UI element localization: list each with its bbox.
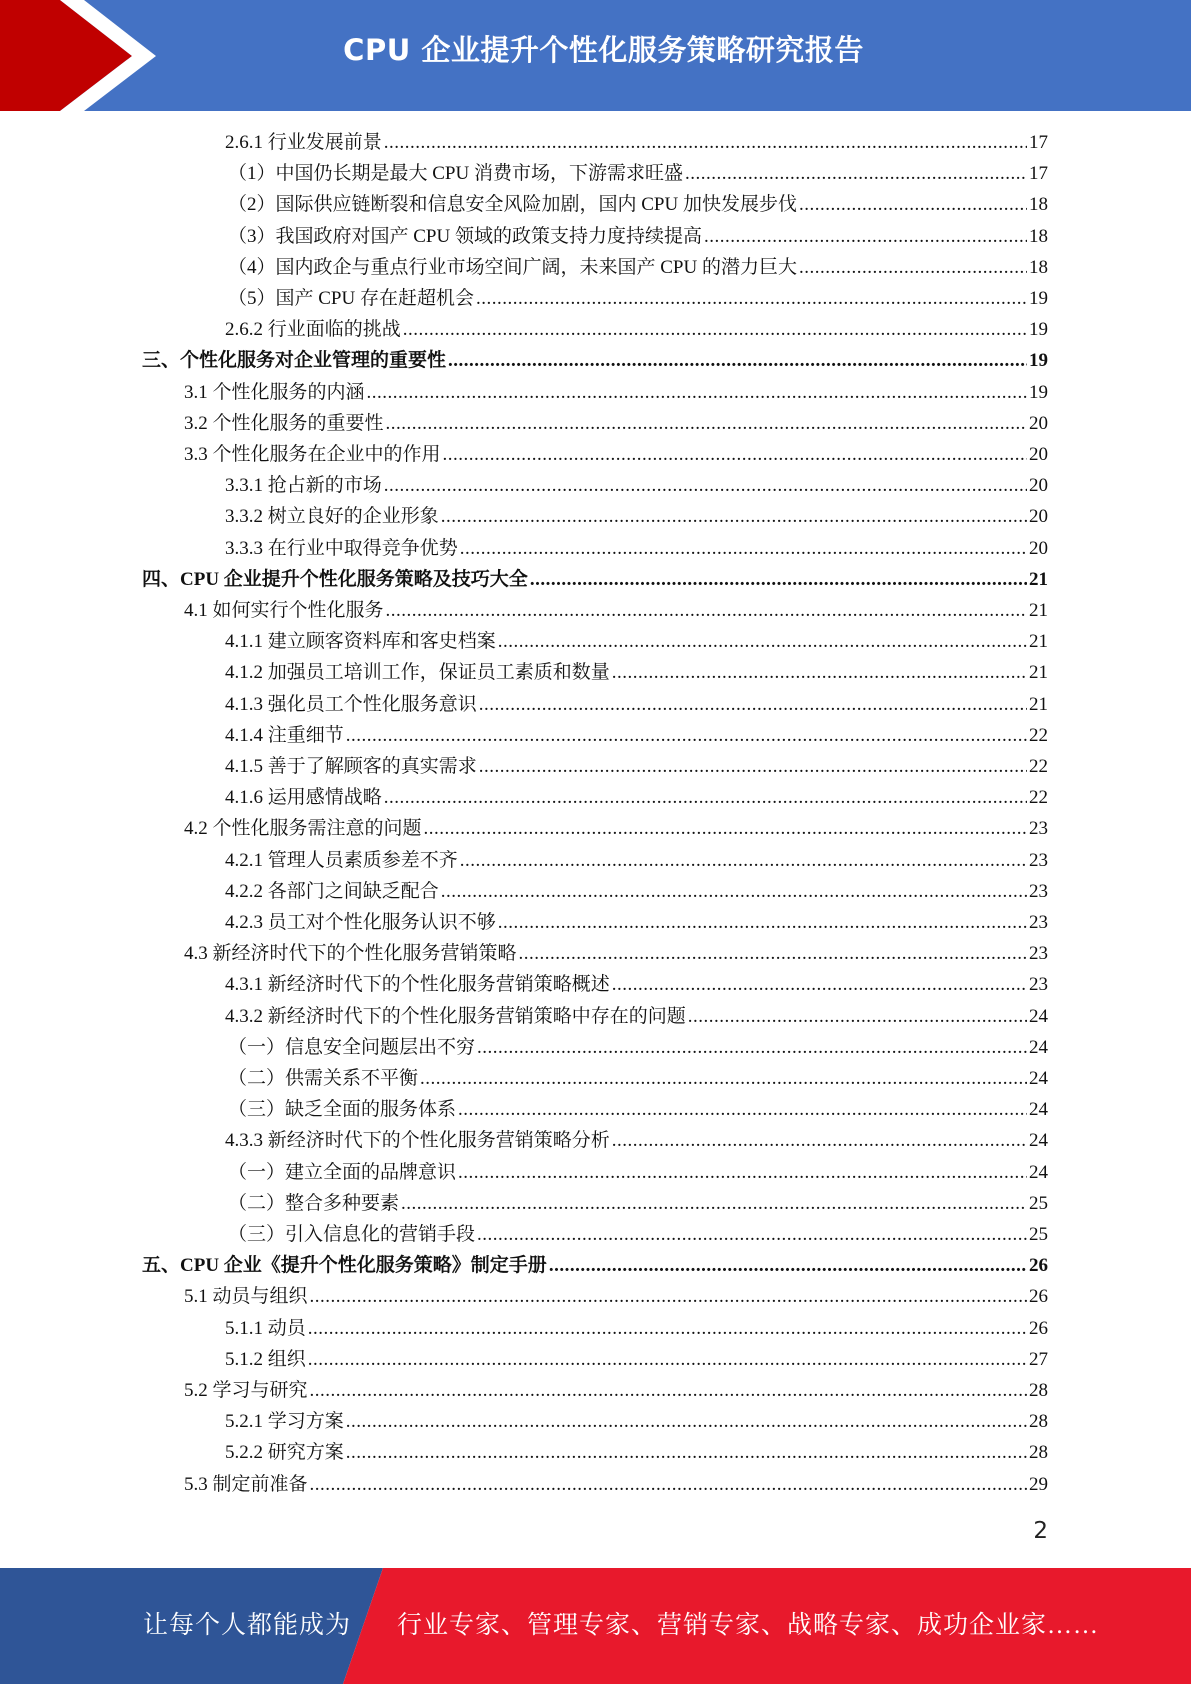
toc-entry[interactable] bbox=[225, 314, 1048, 345]
toc-dot-leader bbox=[688, 1001, 1027, 1032]
toc-entry-page: 20 bbox=[1029, 537, 1048, 559]
toc-dot-leader bbox=[346, 1406, 1027, 1437]
toc-entry[interactable] bbox=[228, 1063, 1048, 1094]
toc-dot-leader bbox=[443, 439, 1027, 470]
toc-entry-label: 3.3 个性化服务在企业中的作用 bbox=[184, 444, 441, 465]
toc-entry-label: （1）中国仍长期是最大 CPU 消费市场，下游需求旺盛 bbox=[228, 163, 683, 185]
toc-dot-leader bbox=[530, 564, 1027, 595]
toc-entry-page: 24 bbox=[1029, 1005, 1048, 1027]
toc-entry-label: （5）国产 CPU 存在赶超机会 bbox=[228, 288, 474, 309]
toc-dot-leader bbox=[685, 158, 1027, 189]
toc-entry[interactable] bbox=[225, 1001, 1048, 1032]
toc-entry-label: （2）国际供应链断裂和信息安全风险加剧，国内 CPU 加快发展步伐 bbox=[228, 194, 797, 216]
toc-entry-page: 20 bbox=[1029, 506, 1048, 528]
toc-entry-page: 21 bbox=[1029, 631, 1048, 653]
toc-entry[interactable] bbox=[225, 626, 1048, 657]
toc-dot-leader bbox=[308, 1313, 1027, 1344]
toc-entry-label: （二）整合多种要素 bbox=[228, 1192, 400, 1214]
toc-entry[interactable] bbox=[225, 533, 1048, 564]
toc-dot-leader bbox=[441, 876, 1027, 907]
toc-dot-leader bbox=[477, 1219, 1027, 1250]
toc-entry-page: 24 bbox=[1029, 1036, 1048, 1058]
toc-entry-label: （一）信息安全问题层出不穷 bbox=[228, 1036, 476, 1058]
toc-entry-page: 18 bbox=[1029, 194, 1048, 216]
page-footer bbox=[0, 1568, 1191, 1684]
toc-entry-label: 3.3.3 在行业中取得竞争优势 bbox=[225, 537, 458, 559]
toc-entry[interactable] bbox=[228, 1032, 1048, 1063]
toc-entry-page: 21 bbox=[1029, 693, 1048, 715]
toc-entry-page: 21 bbox=[1029, 600, 1048, 621]
toc-dot-leader bbox=[458, 1157, 1027, 1188]
toc-entry[interactable] bbox=[228, 1188, 1048, 1219]
toc-dot-leader bbox=[384, 782, 1027, 813]
toc-dot-leader bbox=[310, 1375, 1027, 1406]
toc-dot-leader bbox=[612, 1125, 1027, 1156]
toc-entry[interactable] bbox=[184, 813, 1048, 844]
toc-entry-label: 4.2 个性化服务需注意的问题 bbox=[184, 818, 422, 840]
toc-entry[interactable] bbox=[228, 221, 1048, 252]
toc-entry-label: （4）国内政企与重点行业市场空间广阔，未来国产 CPU 的潜力巨大 bbox=[228, 256, 797, 278]
page-number: 2 bbox=[1033, 1518, 1048, 1544]
toc-entry-label: （三）引入信息化的营销手段 bbox=[228, 1224, 476, 1245]
toc-entry[interactable] bbox=[225, 1344, 1048, 1375]
toc-entry-label: 5.2 学习与研究 bbox=[184, 1380, 308, 1401]
toc-entry-page: 25 bbox=[1029, 1224, 1048, 1245]
toc-entry-page: 23 bbox=[1029, 943, 1048, 965]
toc-entry-page: 22 bbox=[1029, 756, 1048, 777]
toc-entry-label: 3.1 个性化服务的内涵 bbox=[184, 381, 365, 403]
toc-dot-leader bbox=[498, 626, 1027, 657]
toc-entry[interactable] bbox=[184, 408, 1048, 439]
toc-entry[interactable] bbox=[225, 1437, 1048, 1468]
footer-slogan-right: 行业专家、管理专家、营销专家、战略专家、成功企业家…… bbox=[397, 1612, 1100, 1639]
toc-entry-label: （三）缺乏全面的服务体系 bbox=[228, 1099, 457, 1121]
toc-entry-label: 4.2.3 员工对个性化服务认识不够 bbox=[225, 912, 496, 933]
toc-dot-leader bbox=[384, 127, 1027, 158]
toc-entry-label: 4.3.3 新经济时代下的个性化服务营销策略分析 bbox=[225, 1130, 610, 1152]
toc-entry-page: 23 bbox=[1029, 818, 1048, 840]
toc-entry[interactable] bbox=[225, 657, 1048, 688]
toc-dot-leader bbox=[310, 1281, 1027, 1312]
toc-entry[interactable] bbox=[184, 439, 1048, 470]
toc-entry-page: 23 bbox=[1029, 880, 1048, 902]
toc-entry-label: 4.1.4 注重细节 bbox=[225, 724, 344, 746]
toc-entry[interactable] bbox=[225, 1406, 1048, 1437]
toc-dot-leader bbox=[479, 689, 1027, 720]
toc-entry-label: 4.3.1 新经济时代下的个性化服务营销策略概述 bbox=[225, 974, 610, 996]
toc-entry-label: 2.6.1 行业发展前景 bbox=[225, 132, 382, 153]
toc-entry-label: 五、CPU 企业《提升个性化服务策略》制定手册 bbox=[142, 1255, 547, 1277]
toc-entry[interactable] bbox=[184, 938, 1048, 969]
toc-entry-page: 24 bbox=[1029, 1130, 1048, 1152]
toc-entry[interactable] bbox=[142, 564, 1048, 595]
toc-dot-leader bbox=[346, 720, 1027, 751]
toc-entry-label: 4.3.2 新经济时代下的个性化服务营销策略中存在的问题 bbox=[225, 1005, 686, 1027]
toc-entry-page: 17 bbox=[1029, 163, 1048, 185]
toc-entry-page: 20 bbox=[1029, 412, 1048, 434]
toc-dot-leader bbox=[612, 969, 1027, 1000]
toc-entry-page: 21 bbox=[1029, 662, 1048, 684]
toc-entry[interactable] bbox=[225, 1313, 1048, 1344]
toc-entry-page: 28 bbox=[1029, 1380, 1048, 1401]
toc-dot-leader bbox=[458, 1094, 1027, 1125]
toc-entry-label: 3.2 个性化服务的重要性 bbox=[184, 412, 384, 434]
toc-entry-page: 19 bbox=[1029, 350, 1048, 372]
toc-entry-label: 4.1 如何实行个性化服务 bbox=[184, 600, 384, 621]
toc-entry-label: 3.3.2 树立良好的企业形象 bbox=[225, 506, 439, 528]
toc-entry-label: 5.1.1 动员 bbox=[225, 1317, 306, 1339]
toc-entry-label: 5.3 制定前准备 bbox=[184, 1473, 308, 1495]
toc-entry[interactable] bbox=[225, 501, 1048, 532]
toc-entry-label: 4.2.1 管理人员素质参差不齐 bbox=[225, 849, 458, 871]
toc-entry-page: 19 bbox=[1029, 319, 1048, 341]
toc-entry-label: 5.2.1 学习方案 bbox=[225, 1411, 344, 1433]
toc-entry[interactable] bbox=[225, 720, 1048, 751]
page-header bbox=[0, 0, 1191, 111]
toc-entry-page: 26 bbox=[1029, 1286, 1048, 1308]
toc-entry[interactable] bbox=[225, 1125, 1048, 1156]
toc-dot-leader bbox=[799, 189, 1027, 220]
toc-entry[interactable] bbox=[225, 751, 1048, 782]
toc-dot-leader bbox=[346, 1437, 1027, 1468]
toc-dot-leader bbox=[424, 813, 1027, 844]
toc-entry-page: 25 bbox=[1029, 1192, 1048, 1214]
toc-dot-leader bbox=[477, 1032, 1027, 1063]
toc-entry[interactable] bbox=[225, 876, 1048, 907]
toc-dot-leader bbox=[549, 1250, 1027, 1281]
toc-dot-leader bbox=[704, 221, 1027, 252]
toc-entry-page: 28 bbox=[1029, 1411, 1048, 1433]
toc-dot-leader bbox=[367, 377, 1027, 408]
toc-entry[interactable] bbox=[225, 782, 1048, 813]
toc-entry-page: 17 bbox=[1029, 132, 1048, 153]
toc-dot-leader bbox=[479, 751, 1027, 782]
toc-entry-label: 4.1.6 运用感情战略 bbox=[225, 787, 382, 809]
toc-entry-page: 21 bbox=[1029, 568, 1048, 590]
toc-entry-label: （一）建立全面的品牌意识 bbox=[228, 1161, 457, 1183]
toc-entry[interactable] bbox=[228, 1219, 1048, 1250]
toc-dot-leader bbox=[401, 1188, 1027, 1219]
toc-dot-leader bbox=[441, 501, 1027, 532]
toc-entry-label: 4.2.2 各部门之间缺乏配合 bbox=[225, 880, 439, 902]
toc-entry[interactable] bbox=[228, 1157, 1048, 1188]
toc-entry-page: 24 bbox=[1029, 1161, 1048, 1183]
toc-entry-label: 5.1 动员与组织 bbox=[184, 1286, 308, 1308]
toc-dot-leader bbox=[460, 533, 1027, 564]
toc-entry[interactable] bbox=[184, 1375, 1048, 1406]
toc-dot-leader bbox=[310, 1469, 1027, 1500]
toc-entry[interactable] bbox=[142, 345, 1048, 376]
toc-dot-leader bbox=[460, 845, 1027, 876]
toc-entry-label: 4.1.1 建立顾客资料库和客史档案 bbox=[225, 631, 496, 653]
toc-entry-page: 26 bbox=[1029, 1317, 1048, 1339]
toc-dot-leader bbox=[476, 283, 1027, 314]
toc-entry-label: 3.3.1 抢占新的市场 bbox=[225, 475, 382, 497]
toc-entry[interactable] bbox=[184, 595, 1048, 626]
toc-entry-label: 5.2.2 研究方案 bbox=[225, 1442, 344, 1464]
toc-entry-page: 29 bbox=[1029, 1473, 1048, 1495]
toc-entry-page: 23 bbox=[1029, 974, 1048, 996]
toc-dot-leader bbox=[612, 657, 1027, 688]
toc-dot-leader bbox=[498, 907, 1027, 938]
toc-entry[interactable] bbox=[228, 1094, 1048, 1125]
toc-entry-page: 20 bbox=[1029, 475, 1048, 497]
toc-dot-leader bbox=[799, 252, 1027, 283]
toc-entry-label: 4.1.5 善于了解顾客的真实需求 bbox=[225, 756, 477, 777]
toc-entry-page: 19 bbox=[1029, 288, 1048, 309]
toc-entry[interactable] bbox=[225, 689, 1048, 720]
toc-entry[interactable] bbox=[184, 1469, 1048, 1500]
toc-entry[interactable] bbox=[142, 1250, 1048, 1281]
toc-dot-leader bbox=[308, 1344, 1027, 1375]
toc-entry-page: 24 bbox=[1029, 1068, 1048, 1089]
toc-entry-label: （3）我国政府对国产 CPU 领域的政策支持力度持续提高 bbox=[228, 225, 702, 247]
toc-entry[interactable] bbox=[184, 1281, 1048, 1312]
toc-entry-label: 5.1.2 组织 bbox=[225, 1348, 306, 1370]
toc-entry[interactable] bbox=[225, 845, 1048, 876]
toc-entry-page: 22 bbox=[1029, 724, 1048, 746]
toc-entry-page: 18 bbox=[1029, 225, 1048, 247]
toc-entry-page: 27 bbox=[1029, 1348, 1048, 1370]
toc-dot-leader bbox=[384, 470, 1027, 501]
toc-dot-leader bbox=[519, 938, 1027, 969]
toc-entry[interactable] bbox=[225, 969, 1048, 1000]
toc-entry[interactable] bbox=[225, 127, 1048, 158]
toc-dot-leader bbox=[403, 314, 1027, 345]
toc-entry-page: 23 bbox=[1029, 849, 1048, 871]
toc-entry-page: 18 bbox=[1029, 256, 1048, 278]
toc-entry-label: 4.3 新经济时代下的个性化服务营销策略 bbox=[184, 943, 517, 965]
toc-dot-leader bbox=[448, 345, 1027, 376]
toc-entry-page: 22 bbox=[1029, 787, 1048, 809]
toc-entry-label: 4.1.2 加强员工培训工作，保证员工素质和数量 bbox=[225, 662, 610, 684]
toc-entry-page: 19 bbox=[1029, 381, 1048, 403]
toc-entry[interactable] bbox=[184, 377, 1048, 408]
toc-entry[interactable] bbox=[228, 252, 1048, 283]
toc-entry[interactable] bbox=[225, 470, 1048, 501]
toc-entry-page: 26 bbox=[1029, 1255, 1048, 1277]
toc-dot-leader bbox=[386, 595, 1027, 626]
toc-entry-label: （二）供需关系不平衡 bbox=[228, 1068, 419, 1089]
toc-entry[interactable] bbox=[225, 907, 1048, 938]
toc-entry-page: 20 bbox=[1029, 444, 1048, 465]
footer-slogan-left: 让每个人都能成为 bbox=[143, 1612, 352, 1639]
toc-entry-page: 23 bbox=[1029, 912, 1048, 933]
toc-entry-label: 2.6.2 行业面临的挑战 bbox=[225, 319, 401, 341]
toc-entry-page: 28 bbox=[1029, 1442, 1048, 1464]
toc-entry[interactable] bbox=[228, 158, 1048, 189]
toc-entry[interactable] bbox=[228, 283, 1048, 314]
toc-dot-leader bbox=[386, 408, 1027, 439]
toc-entry[interactable] bbox=[228, 189, 1048, 220]
toc-entry-label: 三、个性化服务对企业管理的重要性 bbox=[142, 350, 447, 372]
report-title: CPU 企业提升个性化服务策略研究报告 bbox=[343, 33, 864, 67]
toc-dot-leader bbox=[420, 1063, 1027, 1094]
toc-entry-label: 4.1.3 强化员工个性化服务意识 bbox=[225, 693, 477, 715]
toc-entry-label: 四、CPU 企业提升个性化服务策略及技巧大全 bbox=[142, 568, 528, 590]
toc-entry-page: 24 bbox=[1029, 1099, 1048, 1121]
